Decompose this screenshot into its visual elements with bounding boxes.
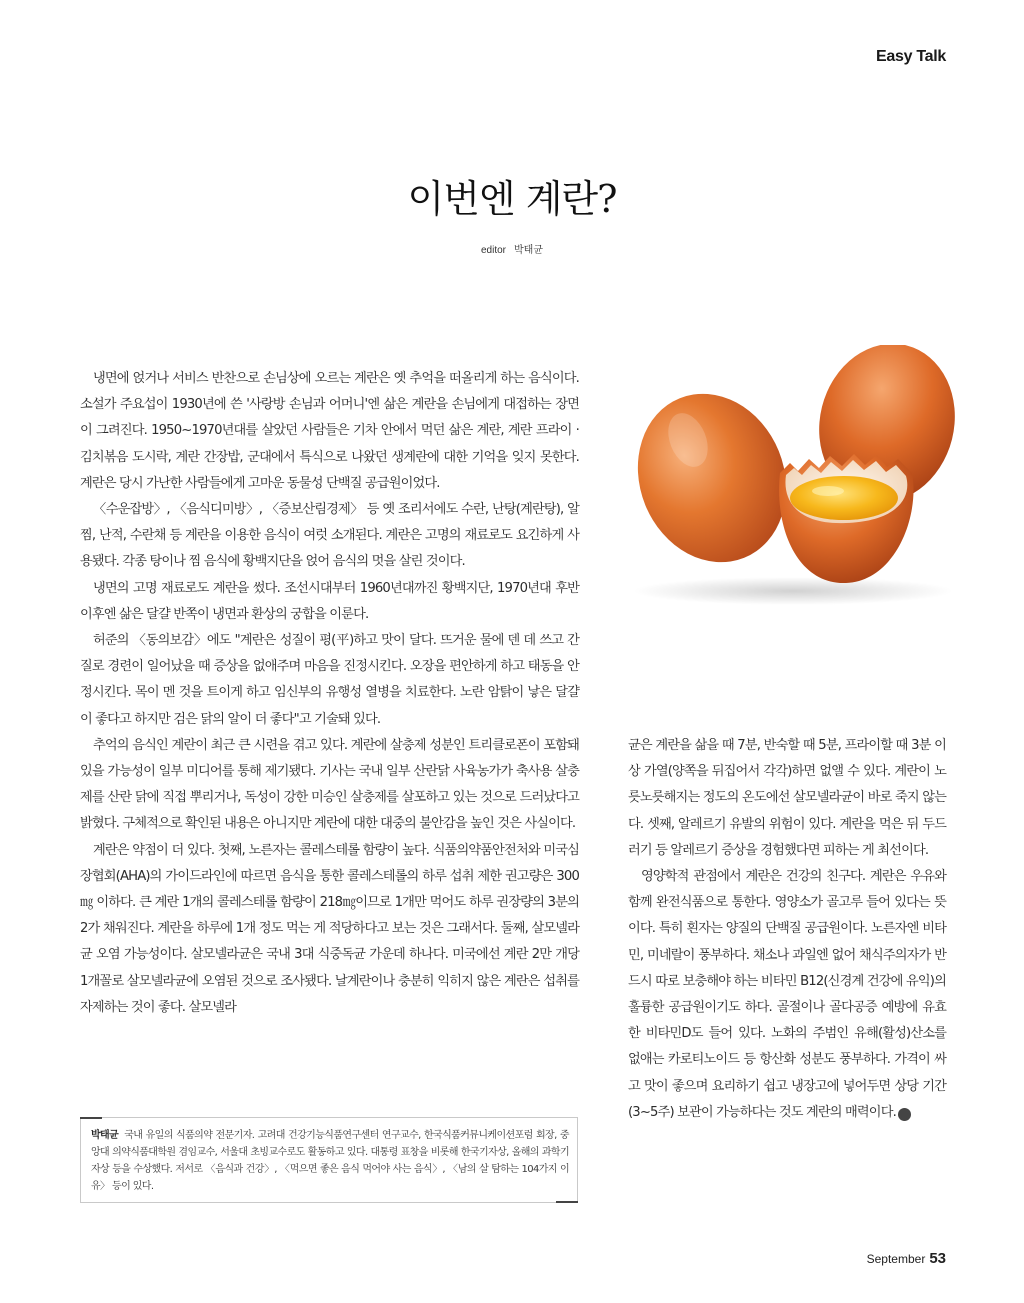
section-tag: Easy Talk: [876, 48, 946, 65]
article-title: 이번엔 계란?: [407, 177, 617, 221]
author-bio-box: [80, 1117, 578, 1203]
bio-author-name: 박태균: [91, 1130, 119, 1141]
author-bio: [91, 1127, 569, 1195]
byline: [0, 241, 1024, 256]
page-footer: [867, 1250, 946, 1268]
footer-month: September: [866, 1252, 926, 1266]
bio-text: 국내 유일의 식품의약 전문기자. 고려대 건강기능식품연구센터 연구교수, 한국식품커뮤니케이션포럼 회장, 중앙대 의약식품대학원 겸임교수, 서울대 초빙교수로도 활동하고 있다. 대통령 표창을 비롯해 한국기자상, 올해의 과학기자상 등을 수상했다. 저서로 〈음식과 건강〉, 〈먹으면 좋은 음식 먹어야 사는 음식〉, 〈남의 살 탐하는 104가지 이유〉 등이 있다.: [91, 1130, 569, 1192]
paragraph: 균은 계란을 삶을 때 7분, 반숙할 때 5분, 프라이할 때 3분 이상 가열(양쪽을 뒤집어서 각각)하면 없앨 수 있다. 계란이 노릇노릇해지는 정도의 온도에선 살모넬라균이 바로 죽지 않는다. 셋째, 알레르기 유발의 위험이 있다. 계란을 먹은 뒤 두드러기 등 알레르기 증상을 경험했다면 피하는 게 최선이다.: [628, 738, 946, 858]
byline-name: 박태균: [514, 245, 543, 256]
paragraph-text: 영양학적 관점에서 계란은 건강의 친구다. 계란은 우유와 함께 완전식품으로 통한다. 영양소가 골고루 들어 있다는 뜻이다. 특히 흰자는 양질의 단백질 공급원이다. 노른자엔 비타민, 미네랄이 풍부하다. 채소나 과일엔 없어 채식주의자가 반드시 따로 보충해야 하는 비타민 B12(신경계 건강에 유익)의 훌륭한 공급원이기도 하다. 골절이나 골다공증 예방에 유효한 비타민D도 들어 있다. 노화의 주범인 유해(활성)산소를 없애는 카로티노이드 등 항산화 성분도 풍부하다. 가격이 싸고 맛이 좋으며 요리하기 쉽고 냉장고에 넣어두면 상당 기간(3~5주) 보관이 가능하다는 것도 계란의 매력이다.: [628, 869, 946, 1120]
paragraph: [628, 864, 946, 1126]
article-left-column: [80, 366, 579, 1021]
end-mark-icon: f: [898, 1108, 911, 1121]
paragraph: 냉면에 얹거나 서비스 반찬으로 손님상에 오르는 계란은 옛 추억을 떠올리게 하는 음식이다. 소설가 주요섭이 1930년에 쓴 '사랑방 손님과 어머니'엔 삶은 계란을 손님에게 대접하는 장면이 그려진다. 1950~1970년대를 살았던 사람들은 기차 안에서 먹던 삶은 계란, 계란 프라이 · 김치볶음 도시락, 계란 간장밥, 군대에서 특식으로 나왔던 생계란에 대한 기억을 잊지 못한다. 계란은 당시 가난한 사람들에게 고마운 동물성 단백질 공급원이었다.: [80, 371, 579, 491]
paragraph: 〈수운잡방〉, 〈음식디미방〉, 〈증보산림경제〉 등 옛 조리서에도 수란, 난탕(계란탕), 알찜, 난적, 수란채 등 계란을 이용한 음식이 여럿 소개된다. 계란은 고명의 재료로도 요긴하게 사용됐다. 각종 탕이나 찜 음식에 황백지단을 얹어 음식의 멋을 살린 것이다.: [80, 502, 579, 570]
yolk-highlight: [812, 486, 844, 496]
paragraph: 추억의 음식인 계란이 최근 큰 시련을 겪고 있다. 계란에 살충제 성분인 트리클로폰이 포함돼 있을 가능성이 일부 미디어를 통해 제기됐다. 기사는 국내 일부 산란닭 사육농가가 축사용 살충제를 산란 닭에 직접 뿌리거나, 독성이 강한 미승인 살충제를 살포하고 있는 것으로 드러났다고 밝혔다. 구체적으로 확인된 내용은 아니지만 계란에 대한 대중의 불안감을 높인 것은 사실이다.: [80, 737, 579, 832]
byline-label: editor: [481, 245, 507, 256]
egg-shadow: [633, 577, 953, 605]
eggs-photo: [628, 345, 958, 610]
paragraph: 허준의 〈동의보감〉에도 "계란은 성질이 평(平)하고 맛이 달다. 뜨거운 물에 덴 데 쓰고 간질로 경련이 일어났을 때 증상을 없애주며 마음을 진정시킨다. 오장을 편안하게 하고 태동을 안정시킨다. 목이 멘 것을 트이게 하고 임신부의 유행성 열병을 치료한다. 노란 암탉이 낳은 달걀이 좋다고 하지만 검은 닭의 알이 더 좋다"고 기술돼 있다.: [80, 633, 579, 727]
article-right-column: [628, 733, 946, 1126]
egg-yolk: [790, 476, 898, 520]
paragraph: 냉면의 고명 재료로도 계란을 썼다. 조선시대부터 1960년대까진 황백지단, 1970년대 후반 이후엔 삶은 달걀 반쪽이 냉면과 환상의 궁합을 이룬다.: [80, 580, 579, 622]
page-number: 53: [929, 1250, 946, 1267]
paragraph: 계란은 약점이 더 있다. 첫째, 노른자는 콜레스테롤 함량이 높다. 식품의약품안전처와 미국심장협회(AHA)의 가이드라인에 따르면 음식을 통한 콜레스테롤의 하루 섭취 제한 권고량은 300㎎ 이하다. 큰 계란 1개의 콜레스테롤 함량이 218㎎이므로 1개만 먹어도 하루 권장량의 3분의 2가 채워진다. 계란을 하루에 1개 정도 먹는 게 적당하다고 보는 것은 그래서다. 둘째, 살모넬라균 오염 가능성이다. 살모넬라균은 국내 3대 식중독균 가운데 하나다. 미국에선 계란 2만 개당 1개꼴로 살모넬라균에 오염된 것으로 조사됐다. 날계란이나 충분히 익히지 않은 계란은 섭취를 자제하는 것이 좋다. 살모넬라: [80, 842, 579, 1015]
